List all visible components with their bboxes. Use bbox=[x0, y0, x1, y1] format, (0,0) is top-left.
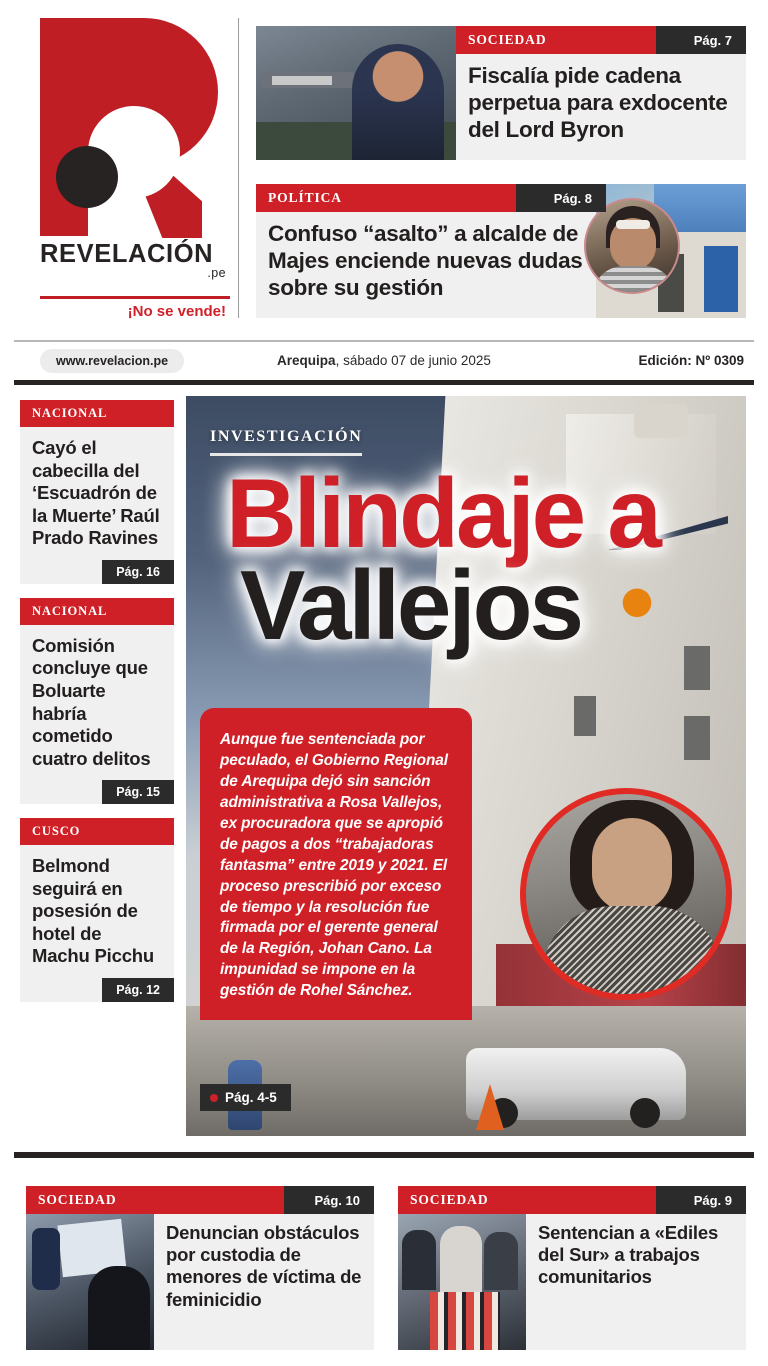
masthead bbox=[0, 0, 768, 336]
sidebar-story-card-2[interactable] bbox=[20, 598, 174, 804]
bottom-story-1-category[interactable]: SOCIEDAD bbox=[26, 1186, 284, 1214]
main-headline-line-2: Vallejos bbox=[240, 550, 582, 661]
info-bar-top-rule bbox=[14, 340, 754, 342]
bottom-story-2-page-badge[interactable]: Pág. 9 bbox=[656, 1186, 746, 1214]
top-story-1-headline[interactable]: Fiscalía pide cadena perpetua para exdocente del Lord Byron bbox=[468, 63, 728, 142]
sidebar-story-2-title[interactable]: Comisión concluye que Boluarte habría cometido cuatro delitos bbox=[32, 634, 151, 769]
edition-number: Edición: Nº 0309 bbox=[638, 353, 744, 368]
sidebar-story-3-title[interactable]: Belmond seguirá en posesión de hotel de Machu Picchu bbox=[32, 855, 154, 967]
sidebar-story-1-category[interactable]: NACIONAL bbox=[20, 400, 174, 427]
logo-slogan: ¡No se vende! bbox=[127, 303, 226, 320]
logo-domain-suffix: .pe bbox=[207, 266, 226, 280]
sidebar-story-3-page-badge[interactable]: Pág. 12 bbox=[102, 978, 174, 1002]
top-story-2-headline[interactable]: Confuso “asalto” a alcalde de Majes enciende nuevas dudas sobre su gestión bbox=[268, 221, 583, 300]
logo-underline-rule bbox=[40, 296, 230, 299]
bottom-story-card-2[interactable] bbox=[398, 1186, 746, 1350]
top-story-2-category[interactable]: POLÍTICA bbox=[256, 184, 516, 212]
traffic-cone-icon bbox=[476, 1084, 504, 1130]
logo-r-mark bbox=[28, 18, 228, 236]
sidebar-story-1-title[interactable]: Cayó el cabecilla del ‘Escuadrón de la Muerte’ Raúl Prado Ravines bbox=[32, 437, 160, 549]
section-separator-rule bbox=[14, 1152, 754, 1158]
sidebar-story-card-1[interactable] bbox=[20, 400, 174, 584]
sidebar-story-2-category[interactable]: NACIONAL bbox=[20, 598, 174, 625]
top-story-1-page-badge[interactable]: Pág. 7 bbox=[656, 26, 746, 54]
top-story-1-photo bbox=[256, 26, 456, 160]
top-story-2-circle-photo bbox=[584, 198, 680, 294]
bottom-story-1-headline[interactable]: Denuncian obstáculos por custodia de menores de víctima de feminicidio bbox=[166, 1222, 362, 1310]
main-story-kicker: INVESTIGACIÓN bbox=[210, 428, 363, 445]
bottom-story-2-category[interactable]: SOCIEDAD bbox=[398, 1186, 656, 1214]
sidebar-stories bbox=[20, 400, 174, 1016]
top-story-card-2[interactable] bbox=[256, 184, 746, 318]
main-story-headline[interactable] bbox=[204, 458, 744, 661]
logo-wordmark: REVELACIÓN bbox=[40, 240, 214, 268]
masthead-vertical-divider bbox=[238, 18, 239, 318]
top-story-card-1[interactable] bbox=[256, 26, 746, 160]
sidebar-story-3-category[interactable]: CUSCO bbox=[20, 818, 174, 845]
main-story-summary: Aunque fue sentenciada por peculado, el Gobierno Regional de Arequipa dejó sin sanción administrativa a Rosa Vallejos, ex procuradora que se apropió de pagos a dos “trabajadoras fantasma” entre 2019 y 2021. El proceso prescribió por exceso de tiempo y la resolución fue firmada por el gerente general de la Región, Johan Cano. La impunidad se impone en la gestión de Rohel Sánchez. bbox=[200, 708, 472, 1020]
main-story[interactable] bbox=[186, 396, 746, 1136]
dateline-city: Arequipa bbox=[277, 353, 336, 368]
bottom-story-card-1[interactable] bbox=[26, 1186, 374, 1350]
logo-black-circle-icon bbox=[56, 146, 118, 208]
sidebar-story-card-3[interactable] bbox=[20, 818, 174, 1002]
newspaper-logo[interactable] bbox=[18, 18, 230, 318]
main-story-page-badge[interactable] bbox=[200, 1084, 291, 1111]
bullet-dot-icon bbox=[210, 1094, 218, 1102]
main-story-page-label: Pág. 4-5 bbox=[225, 1090, 277, 1105]
info-bar-bottom-rule bbox=[14, 380, 754, 385]
main-story-portrait-photo bbox=[520, 788, 732, 1000]
bottom-story-1-photo bbox=[26, 1214, 154, 1350]
sidebar-story-2-page-badge[interactable]: Pág. 15 bbox=[102, 780, 174, 804]
info-bar bbox=[0, 340, 768, 388]
main-headline-line-1: Blindaje a bbox=[226, 458, 659, 568]
bottom-story-2-photo bbox=[398, 1214, 526, 1350]
bottom-story-2-headline[interactable]: Sentencian a «Ediles del Sur» a trabajos comunitarios bbox=[538, 1222, 719, 1288]
main-story-kicker-rule bbox=[210, 453, 362, 456]
dateline-date: , sábado 07 de junio 2025 bbox=[335, 353, 491, 368]
bottom-story-1-page-badge[interactable]: Pág. 10 bbox=[284, 1186, 374, 1214]
website-url-pill[interactable]: www.revelacion.pe bbox=[40, 349, 184, 373]
sidebar-story-1-page-badge[interactable]: Pág. 16 bbox=[102, 560, 174, 584]
top-story-2-page-badge[interactable]: Pág. 8 bbox=[516, 184, 606, 212]
top-story-1-category[interactable]: SOCIEDAD bbox=[456, 26, 656, 54]
